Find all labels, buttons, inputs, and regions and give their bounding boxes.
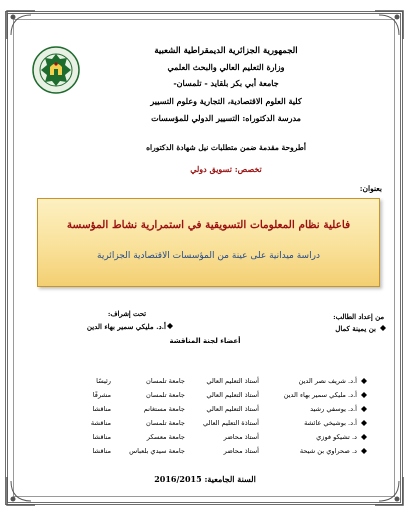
member-role: مناقشا (92, 447, 111, 455)
member-role: رئيسًا (96, 377, 111, 385)
committee-title: أعضاء لجنة المناقشة (169, 337, 241, 345)
member-rank: أستاذ التعليم العالي (206, 405, 259, 413)
member-rank: أستاذ محاضر (223, 433, 259, 441)
member-rank: أستاذة التعليم العالي (202, 419, 259, 427)
member-role: مناقشة (90, 419, 111, 427)
corner-ornament-icon (4, 8, 38, 42)
bullet-diamond-icon (167, 323, 173, 329)
committee-member-row (52, 447, 357, 459)
member-university: جامعة مستغانم (143, 405, 185, 413)
thesis-title-box (37, 198, 380, 287)
member-rank: أستاذ التعليم العالي (206, 377, 259, 385)
member-rank: أستاذ محاضر (223, 447, 259, 455)
committee-member-row (52, 391, 357, 403)
member-university: جامعة سيدي بلعباس (129, 447, 185, 455)
supervisor-label: تحت إشراف: (107, 310, 146, 318)
thesis-title: فاعلية نظام المعلومات التسويقية في استمرارية نشاط المؤسسة (66, 219, 351, 231)
bullet-diamond-icon (361, 420, 367, 426)
doctoral-school-name: مدرسة الدكتوراه: التسيير الدولي للمؤسسات (151, 113, 301, 123)
member-name: أ.د. مليكي سمير بهاء الدين (283, 391, 357, 399)
member-name: أ.د. يوسفي رشيد (310, 405, 357, 413)
student-name: بن يمينة كمال (335, 324, 376, 333)
corner-ornament-icon (372, 8, 406, 42)
committee-member-row (52, 419, 357, 431)
committee-member-row (52, 405, 357, 417)
bullet-diamond-icon (361, 434, 367, 440)
committee-member-row (52, 433, 357, 445)
bullet-diamond-icon (361, 406, 367, 412)
member-name: أ.د. بوشيخي عائشة (304, 419, 357, 427)
bullet-diamond-icon (361, 448, 367, 454)
thesis-submission-line: أطروحة مقدمة ضمن متطلبات نيل شهادة الدكتوراه (146, 143, 306, 152)
member-role: مشرفًا (92, 391, 111, 399)
member-name: د. تشيكو فوزي (316, 433, 357, 441)
member-role: مناقشا (92, 433, 111, 441)
member-name: د. صحراوي بن شيحة (299, 447, 357, 455)
student-label: من إعداد الطالب: (333, 313, 384, 321)
supervisor-name: أ.د. مليكي سمير بهاء الدين (86, 322, 166, 331)
member-role: مناقشا (92, 405, 111, 413)
faculty-name: كلية العلوم الاقتصادية، التجارية وعلوم التسيير (150, 96, 302, 106)
academic-year: السنة الجامعية: 2016/2015 (154, 474, 256, 484)
bullet-diamond-icon (361, 392, 367, 398)
member-university: جامعة تلمسان (146, 377, 185, 385)
member-university: جامعة تلمسان (146, 419, 185, 427)
thesis-subtitle: دراسة ميدانية على عينة من المؤسسات الاقتصادية الجزائرية (97, 251, 320, 261)
university-name: جامعة أبي بكر بلقايد - تلمسان- (173, 78, 279, 88)
thesis-specialty: تخصص: تسويق دولي (190, 164, 262, 174)
republic-name: الجمهورية الجزائرية الديمقراطية الشعبية (154, 46, 298, 56)
bullet-diamond-icon (361, 378, 367, 384)
member-name: أ.د. شريف نصر الدين (298, 377, 357, 385)
ministry-name: وزارة التعليم العالي والبحث العلمي (167, 62, 285, 72)
member-university: جامعة معسكر (146, 433, 185, 441)
member-rank: أستاذ التعليم العالي (206, 391, 259, 399)
titled-label: بعنوان: (359, 184, 382, 193)
member-university: جامعة تلمسان (146, 391, 185, 399)
university-logo-icon (31, 45, 81, 95)
committee-member-row (52, 377, 357, 389)
bullet-diamond-icon (380, 325, 386, 331)
